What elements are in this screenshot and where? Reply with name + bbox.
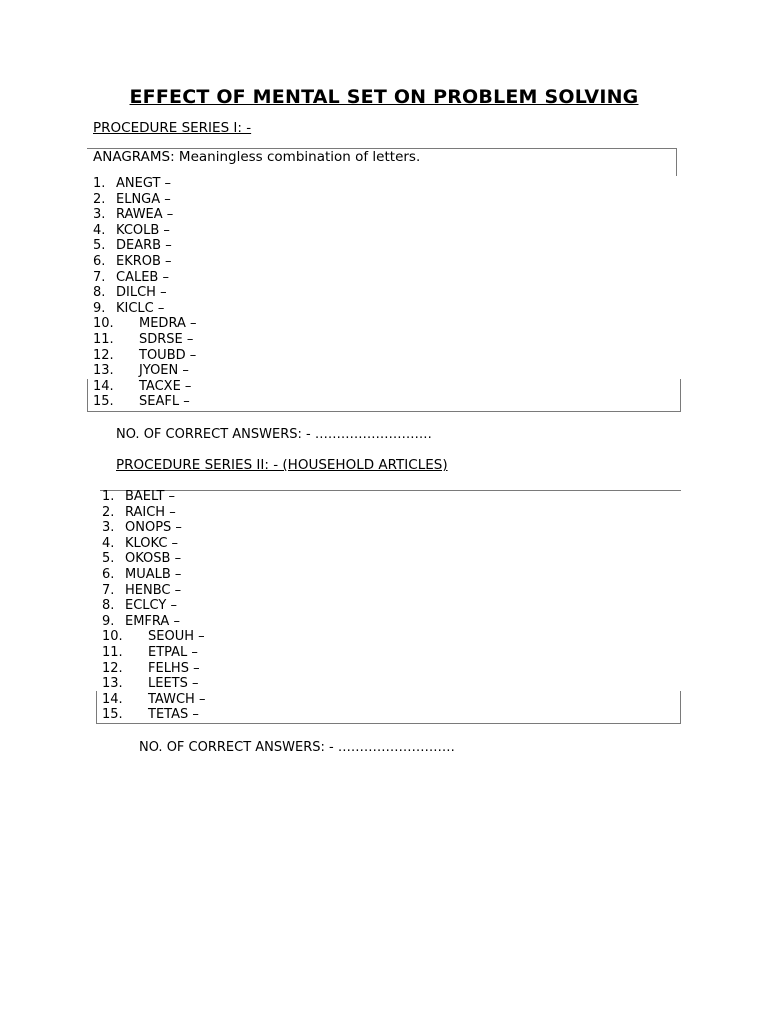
anagram-item bbox=[102, 629, 205, 644]
item-number: 9. bbox=[102, 613, 115, 629]
item-number: 14. bbox=[102, 691, 123, 707]
anagram-item bbox=[93, 285, 167, 300]
anagram-word: ANEGT – bbox=[116, 176, 172, 191]
anagram-item bbox=[93, 363, 189, 378]
item-number: 6. bbox=[93, 254, 106, 269]
anagram-item bbox=[102, 692, 205, 707]
anagram-word: TACXE – bbox=[139, 378, 192, 394]
anagram-word: TETAS – bbox=[148, 707, 199, 723]
anagram-word: MUALB – bbox=[125, 567, 182, 582]
anagram-item bbox=[102, 707, 199, 722]
anagram-item bbox=[93, 176, 171, 191]
item-number: 1. bbox=[93, 176, 106, 191]
anagram-word: JYOEN – bbox=[139, 363, 189, 379]
item-number: 4. bbox=[102, 535, 115, 551]
series1-heading: PROCEDURE SERIES I: - bbox=[93, 120, 252, 136]
anagram-word: MEDRA – bbox=[139, 316, 197, 332]
anagram-word: SEAFL – bbox=[139, 394, 190, 410]
anagram-item bbox=[102, 583, 181, 598]
anagram-word: ELNGA – bbox=[116, 191, 171, 207]
item-number: 8. bbox=[102, 598, 115, 614]
anagram-item bbox=[93, 254, 172, 269]
item-number: 10. bbox=[93, 316, 114, 332]
item-number: 11. bbox=[102, 645, 123, 660]
item-number: 12. bbox=[93, 347, 114, 363]
anagram-item bbox=[93, 394, 190, 409]
series2-bottom-rule bbox=[96, 723, 681, 724]
anagram-item bbox=[93, 316, 196, 331]
item-number: 4. bbox=[93, 222, 106, 238]
series2-anagram-list bbox=[102, 489, 662, 729]
anagram-word: FELHS – bbox=[148, 660, 200, 676]
series1-correct-answers: NO. OF CORRECT ANSWERS: - ……………………… bbox=[116, 427, 432, 442]
anagram-word: RAICH – bbox=[125, 504, 176, 520]
series1-bottom-rule bbox=[87, 411, 681, 412]
anagram-item bbox=[102, 598, 177, 613]
anagram-word: EMFRA – bbox=[125, 613, 180, 629]
item-number: 14. bbox=[93, 378, 114, 394]
anagram-word: DEARB – bbox=[116, 238, 172, 254]
anagram-item bbox=[93, 223, 170, 238]
anagram-word: TOUBD – bbox=[139, 347, 197, 363]
anagram-item bbox=[93, 379, 191, 394]
series1-left-rule-bottom bbox=[87, 379, 88, 411]
series1-right-rule-top bbox=[676, 148, 677, 176]
anagram-item bbox=[102, 567, 181, 582]
anagram-word: TAWCH – bbox=[148, 691, 206, 707]
item-number: 13. bbox=[93, 363, 114, 379]
item-number: 6. bbox=[102, 567, 115, 582]
anagram-word: SDRSE – bbox=[139, 332, 194, 347]
item-number: 13. bbox=[102, 676, 123, 692]
series1-anagram-list bbox=[93, 176, 653, 416]
item-number: 12. bbox=[102, 660, 123, 676]
anagram-item bbox=[102, 614, 180, 629]
item-number: 7. bbox=[102, 582, 115, 598]
anagram-word: RAWEA – bbox=[116, 207, 174, 223]
item-number: 2. bbox=[102, 504, 115, 520]
item-number: 15. bbox=[102, 707, 123, 723]
anagram-item bbox=[102, 645, 198, 660]
item-number: 3. bbox=[102, 520, 115, 536]
anagram-word: EKROB – bbox=[116, 254, 172, 269]
anagram-word: HENBC – bbox=[125, 582, 182, 598]
anagram-item bbox=[93, 207, 173, 222]
anagram-word: DILCH – bbox=[116, 285, 167, 301]
anagram-item bbox=[93, 270, 169, 285]
anagram-word: KICLC – bbox=[116, 300, 165, 316]
anagram-item bbox=[93, 238, 172, 253]
anagram-word: LEETS – bbox=[148, 676, 199, 692]
anagram-item bbox=[93, 332, 193, 347]
page-title: EFFECT OF MENTAL SET ON PROBLEM SOLVING bbox=[129, 86, 639, 108]
series2-left-rule-bottom bbox=[96, 691, 97, 723]
item-number: 11. bbox=[93, 332, 114, 347]
anagram-item bbox=[102, 520, 182, 535]
item-number: 8. bbox=[93, 285, 106, 301]
anagram-word: ECLCY – bbox=[125, 598, 177, 614]
anagram-item bbox=[102, 489, 175, 504]
anagram-item bbox=[102, 551, 181, 566]
item-number: 5. bbox=[102, 551, 115, 567]
item-number: 1. bbox=[102, 489, 115, 504]
anagram-word: ETPAL – bbox=[148, 645, 198, 660]
anagram-word: KLOKC – bbox=[125, 535, 179, 551]
anagram-word: SEOUH – bbox=[148, 629, 205, 645]
item-number: 3. bbox=[93, 207, 106, 223]
series1-right-rule-bottom bbox=[680, 379, 681, 411]
anagram-item bbox=[93, 301, 164, 316]
anagram-item bbox=[102, 676, 199, 691]
series1-note: ANAGRAMS: Meaningless combination of letters. bbox=[93, 149, 421, 165]
anagram-word: BAELT – bbox=[125, 489, 176, 504]
item-number: 5. bbox=[93, 238, 106, 254]
item-number: 7. bbox=[93, 269, 106, 285]
series2-right-rule-bottom bbox=[680, 691, 681, 723]
series2-correct-answers: NO. OF CORRECT ANSWERS: - ……………………… bbox=[139, 740, 455, 755]
item-number: 2. bbox=[93, 191, 106, 207]
anagram-item bbox=[102, 536, 178, 551]
anagram-item bbox=[93, 348, 196, 363]
anagram-word: ONOPS – bbox=[125, 520, 182, 536]
anagram-item bbox=[102, 505, 176, 520]
anagram-word: OKOSB – bbox=[125, 551, 182, 567]
anagram-item bbox=[102, 661, 200, 676]
anagram-word: KCOLB – bbox=[116, 222, 170, 238]
anagram-word: CALEB – bbox=[116, 269, 169, 285]
series2-heading: PROCEDURE SERIES II: - (HOUSEHOLD ARTICLES) bbox=[116, 457, 448, 473]
anagram-item bbox=[93, 192, 171, 207]
item-number: 10. bbox=[102, 629, 123, 645]
item-number: 9. bbox=[93, 300, 106, 316]
item-number: 15. bbox=[93, 394, 114, 410]
